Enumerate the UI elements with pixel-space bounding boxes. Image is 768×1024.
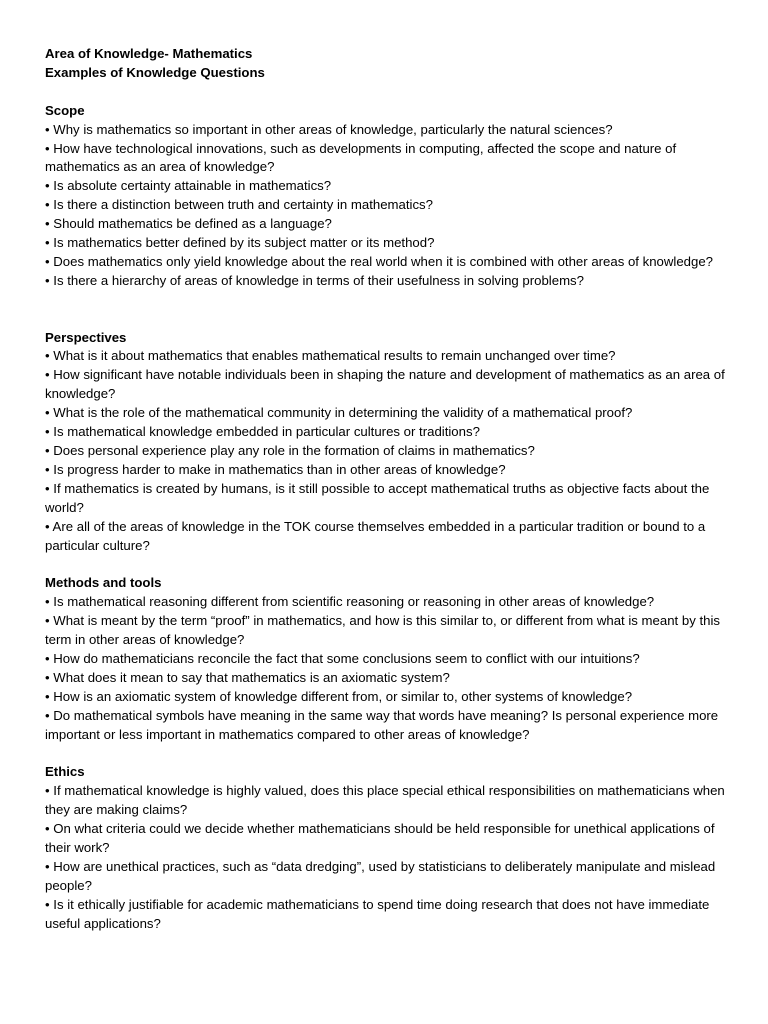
- spacer: [45, 291, 725, 329]
- question-item: • Is mathematics better defined by its subject matter or its method?: [45, 235, 435, 251]
- question-item: • Do mathematical symbols have meaning in the same way that words have meaning? Is personal experience more important or less important in mathematics compared to other areas of knowledge?: [45, 707, 719, 742]
- question-item: • Is there a distinction between truth and certainty in mathematics?: [45, 197, 433, 213]
- question-item: • What does it mean to say that mathematics is an axiomatic system?: [45, 669, 450, 685]
- question-item: • How is an axiomatic system of knowledge different from, or similar to, other systems of knowledge?: [45, 688, 633, 704]
- document-title-line1: Area of Knowledge- Mathematics: [45, 46, 253, 61]
- question-item: • Is progress harder to make in mathematics than in other areas of knowledge?: [45, 461, 506, 477]
- question-item: • Why is mathematics so important in other areas of knowledge, particularly the natural sciences?: [45, 121, 613, 137]
- document-title-line2: Examples of Knowledge Questions: [45, 64, 265, 80]
- spacer: [45, 83, 725, 102]
- document-page: [45, 45, 725, 934]
- section-scope: [45, 102, 725, 291]
- question-item: • On what criteria could we decide whether mathematicians should be held responsible for unethical applications of their work?: [45, 821, 715, 855]
- question-item: • Does personal experience play any role in the formation of claims in mathematics?: [45, 443, 535, 458]
- section-heading-ethics: Ethics: [45, 764, 85, 780]
- question-item: • How are unethical practices, such as “data dredging”, used by statisticians to deliberately manipulate and mislead people?: [45, 858, 716, 893]
- section-heading-methods: Methods and tools: [45, 575, 162, 591]
- spacer: [45, 744, 725, 763]
- question-item: • Are all of the areas of knowledge in the TOK course themselves embedded in a particular tradition or bound to a particular culture?: [45, 518, 706, 553]
- question-item: • Is mathematical knowledge embedded in particular cultures or traditions?: [45, 424, 480, 440]
- question-item: • Is there a hierarchy of areas of knowledge in terms of their usefulness in solving problems?: [45, 272, 584, 288]
- question-item: • How have technological innovations, such as developments in computing, affected the scope and nature of mathematics as an area of knowledge?: [45, 140, 677, 175]
- question-item: • What is the role of the mathematical community in determining the validity of a mathematical proof?: [45, 405, 633, 421]
- question-item: • Does mathematics only yield knowledge about the real world when it is combined with other areas of knowledge?: [45, 253, 714, 269]
- question-item: • How significant have notable individuals been in shaping the nature and development of mathematics as an area of knowledge?: [45, 367, 725, 402]
- question-item: • Is mathematical reasoning different from scientific reasoning or reasoning in other areas of knowledge?: [45, 594, 655, 610]
- question-item: • What is meant by the term “proof” in mathematics, and how is this similar to, or different from what is meant by this term in other areas of knowledge?: [45, 613, 720, 648]
- question-item: • If mathematics is created by humans, is it still possible to accept mathematical truths as objective facts about the world?: [45, 480, 710, 515]
- section-perspectives: [45, 329, 725, 556]
- section-heading-scope: Scope: [45, 102, 85, 118]
- question-item: • Should mathematics be defined as a language?: [45, 216, 332, 232]
- question-item: • If mathematical knowledge is highly valued, does this place special ethical responsibilities on mathematicians when they are making claims?: [45, 783, 725, 818]
- spacer: [45, 555, 725, 574]
- question-item: • Is absolute certainty attainable in mathematics?: [45, 178, 332, 194]
- section-methods: [45, 574, 725, 744]
- question-item: • What is it about mathematics that enables mathematical results to remain unchanged over time?: [45, 348, 616, 364]
- question-item: • Is it ethically justifiable for academic mathematicians to spend time doing research that does not have immediate useful applications?: [45, 896, 710, 931]
- section-heading-perspectives: Perspectives: [45, 329, 127, 345]
- section-ethics: [45, 763, 725, 933]
- question-item: • How do mathematicians reconcile the fact that some conclusions seem to conflict with our intuitions?: [45, 650, 640, 666]
